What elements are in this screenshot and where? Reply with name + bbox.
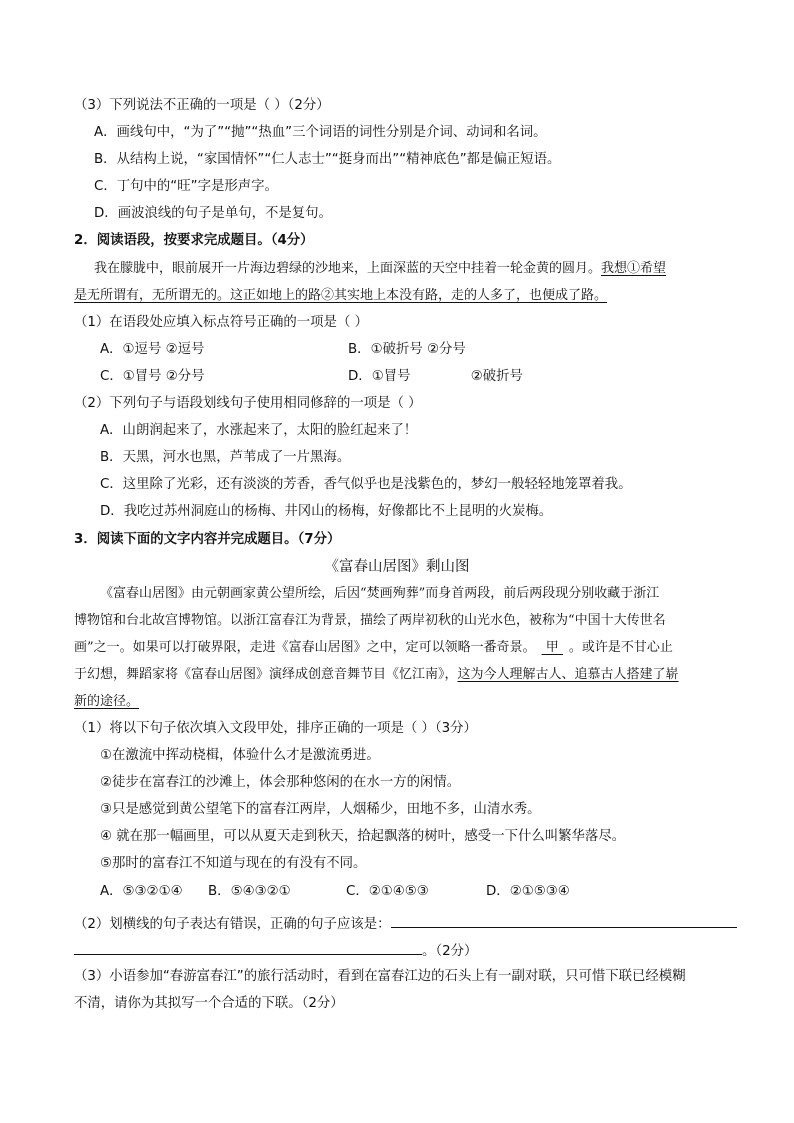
q2-passage-line-1-text: 我在朦胧中，眼前展开一片海边碧绿的沙地来，上面深蓝的天空中挂着一轮金黄的圆月。 bbox=[94, 261, 602, 276]
q2-heading: 2．阅读语段，按要求完成题目。（4分） bbox=[74, 233, 314, 248]
q3-1-sentence-2: ②徒步在富春江的沙滩上，体会那种悠闲的在水一方的闲情。 bbox=[100, 775, 461, 790]
q1-3-option-c: C．丁句中的“旺”字是形声字。 bbox=[94, 179, 278, 194]
q3-2-tail-text: 。（2分） bbox=[422, 944, 478, 959]
q3-heading: 3．阅读下面的文字内容并完成题目。（7分） bbox=[74, 532, 341, 547]
q2-underlined-sentence-end: 是无所谓有，无所谓无的。这正如地上的路②其实地上本没有路，走的人多了，也便成了路。 bbox=[74, 288, 608, 303]
q3-passage-line-4-text: 于幻想，舞蹈家将《富春山居图》演绎成创意音舞节目《忆江南》， bbox=[74, 667, 458, 682]
q2-1-stem: （1）在语段处应填入标点符号正确的一项是（ ） bbox=[74, 315, 368, 330]
q3-1-answer-b: B．⑤④③②① bbox=[208, 884, 291, 899]
q3-1-stem: （1）将以下句子依次填入文段甲处，排序正确的一项是（ ）（3分） bbox=[74, 721, 477, 736]
q2-1-option-b: B．①破折号 ②分号 bbox=[348, 342, 466, 357]
q3-2-answer-blank-1[interactable] bbox=[391, 913, 737, 928]
q2-underlined-sentence-start: 我想①希望 bbox=[601, 261, 667, 276]
q3-underlined-sentence-start: 这为今人理解古人、追慕古人搭建了崭 bbox=[457, 667, 679, 682]
q1-3-stem: （3）下列说法不正确的一项是（ ）（2分） bbox=[74, 98, 330, 113]
q2-1-option-c: C．①冒号 ②分号 bbox=[100, 369, 205, 384]
q3-underlined-sentence-end: 新的途径。 bbox=[74, 694, 140, 709]
q1-3-option-d: D．画波浪线的句子是单句，不是复句。 bbox=[94, 206, 332, 221]
q3-2-stem bbox=[74, 913, 737, 934]
q2-passage-line-1 bbox=[94, 260, 666, 278]
q3-1-sentence-4: ④ 就在那一幅画里，可以从夏天走到秋天，拾起飘落的树叶，感受一下什么叫繁华落尽。 bbox=[100, 829, 626, 844]
q2-1-option-d bbox=[348, 368, 523, 386]
q3-3-stem-line-1: （3）小语参加“春游富春江”的旅行活动时，看到在富春江边的石头上有一副对联，只可惜下联已经模糊 bbox=[74, 969, 686, 984]
q3-passage-line-2: 博物馆和台北故宫博物馆。以浙江富春江为背景，描绘了两岸初秋的山光水色，被称为“中国十大传世名 bbox=[74, 613, 666, 628]
q3-blank-jia: 甲 bbox=[541, 640, 563, 655]
q1-3-option-b: B．从结构上说，“家国情怀”“仁人志士”“挺身而出”“精神底色”都是偏正短语。 bbox=[94, 152, 561, 167]
q1-3-option-a: A．画线句中，“为了”“抛”“热血”三个词语的词性分别是介词、动词和名词。 bbox=[94, 125, 547, 140]
q3-passage-line-1: 《富春山居图》由元朝画家黄公望所绘，后因“焚画殉葬”而身首两段，前后两段现分别收藏于浙江 bbox=[100, 586, 660, 601]
q3-2-answer-blank-2[interactable] bbox=[74, 940, 422, 955]
q3-passage-line-4 bbox=[74, 666, 679, 684]
q3-passage-line-3-tail: 。或许是不甘心止 bbox=[568, 640, 673, 655]
q3-1-answer-d: D．②①⑤③④ bbox=[486, 884, 570, 899]
q2-2-stem: （2）下列句子与语段划线句子使用相同修辞的一项是（ ） bbox=[74, 396, 422, 411]
q2-passage-line-2 bbox=[74, 287, 607, 305]
q3-1-sentence-3: ③只是感觉到黄公望笔下的富春江两岸，人烟稀少，田地不多，山清水秀。 bbox=[100, 802, 541, 817]
q3-1-answer-a: A．⑤③②①④ bbox=[100, 884, 183, 899]
q2-2-option-c: C．这里除了光彩，还有淡淡的芳香，香气似乎也是浅紫色的，梦幻一般轻轻地笼罩着我。 bbox=[100, 477, 632, 492]
q3-3-stem-line-2: 不清，请你为其拟写一个合适的下联。（2分） bbox=[74, 996, 344, 1011]
q2-2-option-a: A．山朗润起来了，水涨起来了，太阳的脸红起来了！ bbox=[100, 423, 418, 438]
q2-2-option-b: B．天黑，河水也黑，芦苇成了一片黑海。 bbox=[100, 450, 351, 465]
q2-1-option-d-part2: ②破折号 bbox=[470, 369, 523, 384]
q2-1-option-d-part1: D．①冒号 bbox=[348, 369, 411, 384]
q3-1-sentence-1: ①在激流中挥动桡楫，体验什么才是激流勇进。 bbox=[100, 748, 380, 763]
q3-passage-line-3 bbox=[74, 639, 673, 657]
q3-passage-line-3-text: 画”之一。如果可以打破界限，走进《富春山居图》之中，定可以领略一番奇景。 bbox=[74, 640, 536, 655]
q3-article-title: 《富春山居图》剩山图 bbox=[324, 559, 470, 575]
q3-2-tail bbox=[74, 940, 477, 961]
q3-passage-line-5 bbox=[74, 693, 139, 711]
q2-1-option-a: A．①逗号 ②逗号 bbox=[100, 342, 205, 357]
q2-2-option-d: D．我吃过苏州洞庭山的杨梅、井冈山的杨梅，好像都比不上昆明的火炭梅。 bbox=[100, 504, 553, 519]
q3-1-answer-c: C．②①④⑤③ bbox=[346, 884, 429, 899]
q3-1-sentence-5: ⑤那时的富春江不知道与现在的有没有不同。 bbox=[100, 856, 367, 871]
q3-2-stem-text: （2）划横线的句子表达有错误，正确的句子应该是： bbox=[74, 917, 391, 932]
